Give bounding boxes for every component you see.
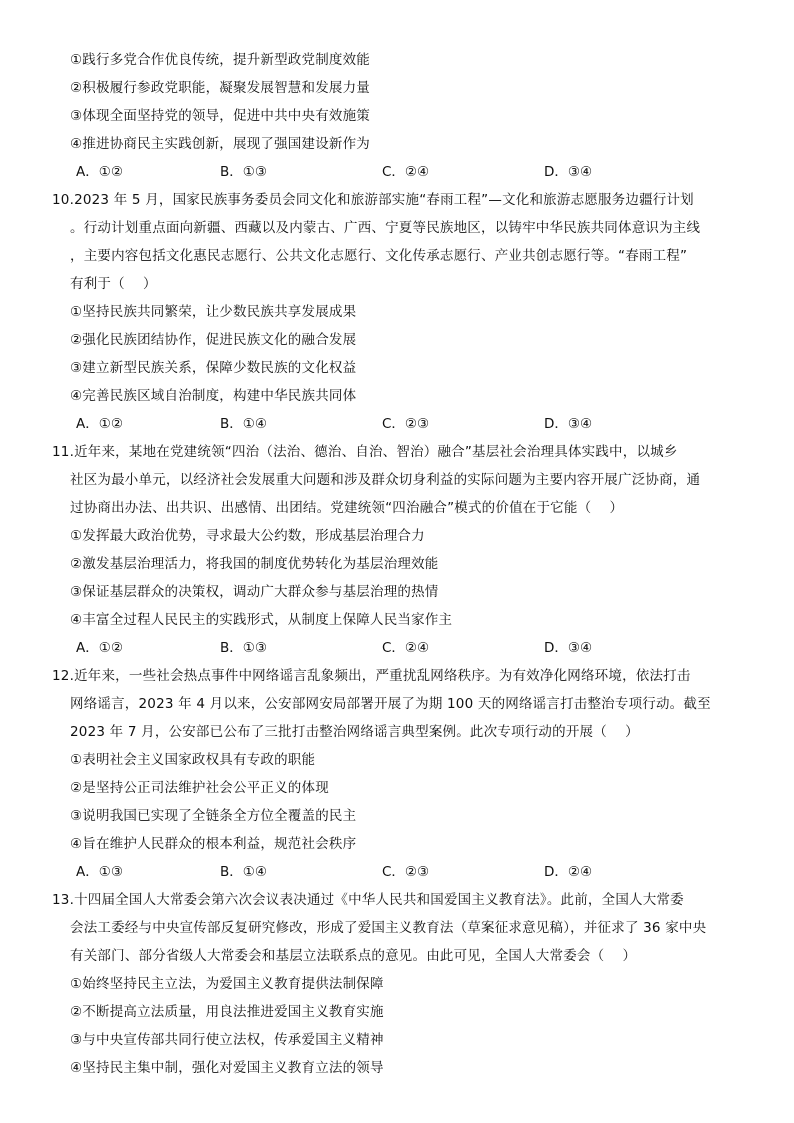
- choice-b: B．①③: [220, 640, 267, 656]
- option-2: ②激发基层治理活力，将我国的制度优势转化为基层治理效能: [70, 556, 439, 572]
- choice-d: D．③④: [544, 640, 593, 656]
- option-2: ②不断提高立法质量，用良法推进爱国主义教育实施: [70, 1004, 384, 1020]
- question-11-stem-line-1: 11.近年来，某地在党建统领“四治（法治、德治、自治、智治）融合”基层社会治理具体实践中，以城乡: [52, 444, 678, 460]
- question-12-stem-line-3: 2023 年 7 月，公安部已公布了三批打击整治网络谣言典型案例。此次专项行动的开展（ ）: [70, 724, 639, 740]
- question-13-stem-line-2: 会法工委经与中央宣传部反复研究修改，形成了爱国主义教育法（草案征求意见稿），并征求了 36 家中央: [70, 920, 707, 936]
- option-4: ④完善民族区域自治制度，构建中华民族共同体: [70, 388, 357, 404]
- choice-b: B．①④: [220, 416, 267, 432]
- option-2: ②积极履行参政党职能，凝聚发展智慧和发展力量: [70, 80, 371, 96]
- option-1: ①始终坚持民主立法，为爱国主义教育提供法制保障: [70, 976, 384, 992]
- question-10-stem-line-4: 有利于（ ）: [70, 276, 157, 292]
- choice-b: B．①④: [220, 864, 267, 880]
- choice-d: D．③④: [544, 164, 593, 180]
- option-3: ③与中央宣传部共同行使立法权，传承爱国主义精神: [70, 1032, 384, 1048]
- option-1: ①践行多党合作优良传统，提升新型政党制度效能: [70, 52, 371, 68]
- option-2: ②强化民族团结协作，促进民族文化的融合发展: [70, 332, 357, 348]
- option-2: ②是坚持公正司法维护社会公平正义的体现: [70, 780, 329, 796]
- option-1: ①表明社会主义国家政权具有专政的职能: [70, 752, 316, 768]
- choice-c: C．②③: [382, 864, 430, 880]
- choice-c: C．②③: [382, 416, 430, 432]
- option-3: ③说明我国已实现了全链条全方位全覆盖的民主: [70, 808, 357, 824]
- option-3: ③保证基层群众的决策权，调动广大群众参与基层治理的热情: [70, 584, 439, 600]
- option-3: ③建立新型民族关系，保障少数民族的文化权益: [70, 360, 357, 376]
- choice-a: A．①③: [76, 864, 123, 880]
- question-12-stem-line-1: 12.近年来，一些社会热点事件中网络谣言乱象频出，严重扰乱网络秩序。为有效净化网络环境，依法打击: [52, 668, 691, 684]
- choice-c: C．②④: [382, 164, 430, 180]
- option-4: ④推进协商民主实践创新，展现了强国建设新作为: [70, 136, 371, 152]
- question-13-stem-line-1: 13.十四届全国人大常委会第六次会议表决通过《中华人民共和国爱国主义教育法》。此前，全国人大常委: [52, 892, 684, 908]
- choice-a: A．①②: [76, 640, 123, 656]
- choice-d: D．②④: [544, 864, 593, 880]
- question-12-stem-line-2: 网络谣言，2023 年 4 月以来，公安部网安局部署开展了为期 100 天的网络谣言打击整治专项行动。截至: [70, 696, 711, 712]
- option-4: ④旨在维护人民群众的根本利益，规范社会秩序: [70, 836, 357, 852]
- question-11-stem-line-3: 过协商出办法、出共识、出感情、出团结。党建统领“四治融合”模式的价值在于它能（ ）: [70, 500, 624, 516]
- choice-c: C．②④: [382, 640, 430, 656]
- question-10-stem-line-3: ，主要内容包括文化惠民志愿行、公共文化志愿行、文化传承志愿行、产业共创志愿行等。“春雨工程”: [70, 248, 688, 264]
- answer-choices: [76, 638, 676, 658]
- question-13-stem-line-3: 有关部门、部分省级人大常委会和基层立法联系点的意见。由此可见，全国人大常委会（ ）: [70, 948, 637, 964]
- choice-d: D．③④: [544, 416, 593, 432]
- option-4: ④丰富全过程人民民主的实践形式，从制度上保障人民当家作主: [70, 612, 453, 628]
- answer-choices: [76, 414, 676, 434]
- answer-choices: [76, 162, 676, 182]
- option-1: ①坚持民族共同繁荣，让少数民族共享发展成果: [70, 304, 357, 320]
- option-4: ④坚持民主集中制，强化对爱国主义教育立法的领导: [70, 1060, 384, 1076]
- question-10-stem-line-1: 10.2023 年 5 月，国家民族事务委员会同文化和旅游部实施“春雨工程”—文化和旅游志愿服务边疆行计划: [52, 192, 694, 208]
- question-10-stem-line-2: 。行动计划重点面向新疆、西藏以及内蒙古、广西、宁夏等民族地区，以铸牢中华民族共同体意识为主线: [70, 220, 701, 236]
- option-3: ③体现全面坚持党的领导，促进中共中央有效施策: [70, 108, 371, 124]
- question-11-stem-line-2: 社区为最小单元，以经济社会发展重大问题和涉及群众切身利益的实际问题为主要内容开展广泛协商，通: [70, 472, 701, 488]
- answer-choices: [76, 862, 676, 882]
- option-1: ①发挥最大政治优势，寻求最大公约数，形成基层治理合力: [70, 528, 425, 544]
- choice-a: A．①②: [76, 164, 123, 180]
- choice-b: B．①③: [220, 164, 267, 180]
- choice-a: A．①②: [76, 416, 123, 432]
